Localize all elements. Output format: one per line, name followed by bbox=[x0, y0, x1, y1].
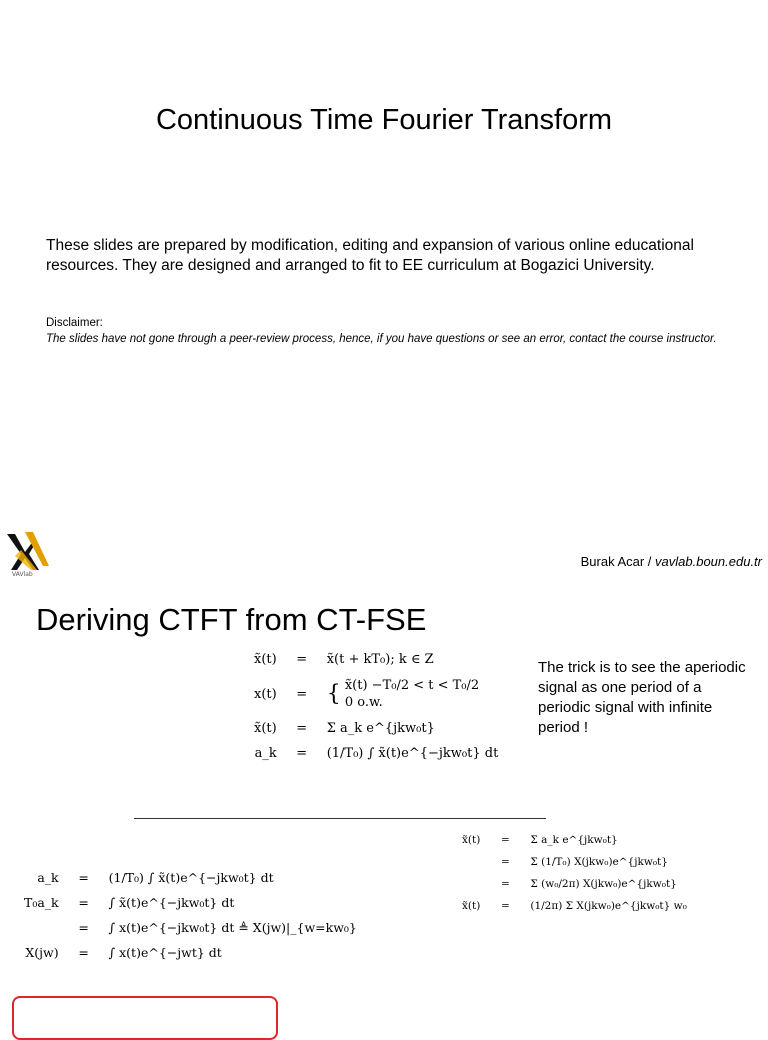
equation-block-left bbox=[18, 864, 363, 966]
eq-lhs: a_k bbox=[37, 870, 59, 885]
eq-lhs bbox=[458, 852, 484, 872]
disclaimer-label: Disclaimer: bbox=[46, 317, 103, 329]
eq-rhs: ∫ x̃(t)e^{−jkw₀t} dt bbox=[108, 895, 235, 910]
eq-rhs: Σ (1/T₀) X(jkw₀)e^{jkw₀t} bbox=[530, 856, 668, 868]
author-name: Burak Acar / bbox=[580, 554, 656, 569]
equation-row: x(t) = { x̃(t) −T₀/2 < t < T₀/2 0 o.w. bbox=[250, 673, 502, 715]
logo-text: VAVlab bbox=[12, 571, 33, 578]
author-credit bbox=[581, 554, 762, 569]
equation-row: = ∫ x(t)e^{−jkw₀t} dt ≜ X(jw)|_{w=kw₀} bbox=[20, 916, 361, 939]
eq-lhs bbox=[20, 916, 63, 939]
highlight-box bbox=[12, 996, 278, 1040]
eq-lhs: a_k bbox=[254, 746, 277, 761]
equation-row: x̃(t) = Σ a_k e^{jkw₀t} bbox=[250, 717, 502, 740]
eq-lhs bbox=[458, 874, 484, 894]
author-site: vavlab.boun.edu.tr bbox=[655, 554, 762, 569]
equation-row: a_k = (1/T₀) ∫ x̃(t)e^{−jkw₀t} dt bbox=[20, 866, 361, 889]
eq-rhs: (1/T₀) ∫ x̃(t)e^{−jkw₀t} dt bbox=[108, 870, 274, 885]
eq-rhs: (1/2π) Σ X(jkw₀)e^{jkw₀t} w₀ bbox=[530, 900, 687, 912]
trick-note: The trick is to see the aperiodic signal as one period of a periodic signal with infinite period ! bbox=[538, 659, 746, 736]
eq-lhs: x̃(t) bbox=[462, 834, 481, 846]
divider-line bbox=[134, 818, 546, 819]
equation-block-top bbox=[248, 646, 504, 767]
equation-row: x̃(t) = Σ a_k e^{jkw₀t} bbox=[458, 830, 691, 850]
eq-lhs: T₀a_k bbox=[24, 895, 59, 910]
disclaimer-text: The slides have not gone through a peer-review process, hence, if you have questions or see an error, contact the course instructor. bbox=[46, 333, 717, 345]
eq-rhs: Σ a_k e^{jkw₀t} bbox=[530, 834, 618, 846]
equation-row: x̃(t) = x̃(t + kT₀); k ∈ Z bbox=[250, 648, 502, 671]
eq-lhs: x̃(t) bbox=[254, 721, 277, 736]
eq-rhs: x̃(t + kT₀); k ∈ Z bbox=[326, 652, 434, 667]
eq-rhs: ∫ x(t)e^{−jwt} dt bbox=[108, 945, 222, 960]
equation-row: a_k = (1/T₀) ∫ x̃(t)e^{−jkw₀t} dt bbox=[250, 742, 502, 765]
eq-rhs: Σ a_k e^{jkw₀t} bbox=[326, 721, 435, 736]
slide-title-2: Deriving CTFT from CT-FSE bbox=[36, 602, 427, 637]
derivation-slide bbox=[0, 588, 768, 1024]
eq-lhs: x̃(t) bbox=[254, 652, 277, 667]
eq-rhs: ∫ x(t)e^{−jkw₀t} dt ≜ X(jw)|_{w=kw₀} bbox=[108, 920, 357, 935]
equation-row: = Σ (w₀/2π) X(jkw₀)e^{jkw₀t} bbox=[458, 874, 691, 894]
equation-row: X(jw) = ∫ x(t)e^{−jwt} dt bbox=[20, 941, 361, 964]
equation-row: x̃(t) = (1/2π) Σ X(jkw₀)e^{jkw₀t} w₀ bbox=[458, 896, 691, 916]
intro-paragraph: These slides are prepared by modification, editing and expansion of various online educational resources. They are designed and arranged to fit to EE curriculum at Bogazici University. bbox=[46, 237, 694, 274]
eq-rhs: (1/T₀) ∫ x̃(t)e^{−jkw₀t} dt bbox=[326, 746, 499, 761]
equation-block-right bbox=[456, 828, 693, 918]
equation-row: T₀a_k = ∫ x̃(t)e^{−jkw₀t} dt bbox=[20, 891, 361, 914]
equation-row: = Σ (1/T₀) X(jkw₀)e^{jkw₀t} bbox=[458, 852, 691, 872]
eq-lhs: x̃(t) bbox=[462, 900, 481, 912]
vavlab-logo-icon bbox=[5, 526, 51, 578]
eq-rhs: Σ (w₀/2π) X(jkw₀)e^{jkw₀t} bbox=[530, 878, 677, 890]
eq-lhs: x(t) bbox=[254, 686, 277, 702]
eq-case-a: x̃(t) −T₀/2 < t < T₀/2 bbox=[344, 678, 480, 693]
eq-lhs: X(jw) bbox=[25, 945, 59, 960]
eq-case-b: 0 o.w. bbox=[344, 695, 383, 710]
slide-title: Continuous Time Fourier Transform bbox=[155, 104, 613, 136]
